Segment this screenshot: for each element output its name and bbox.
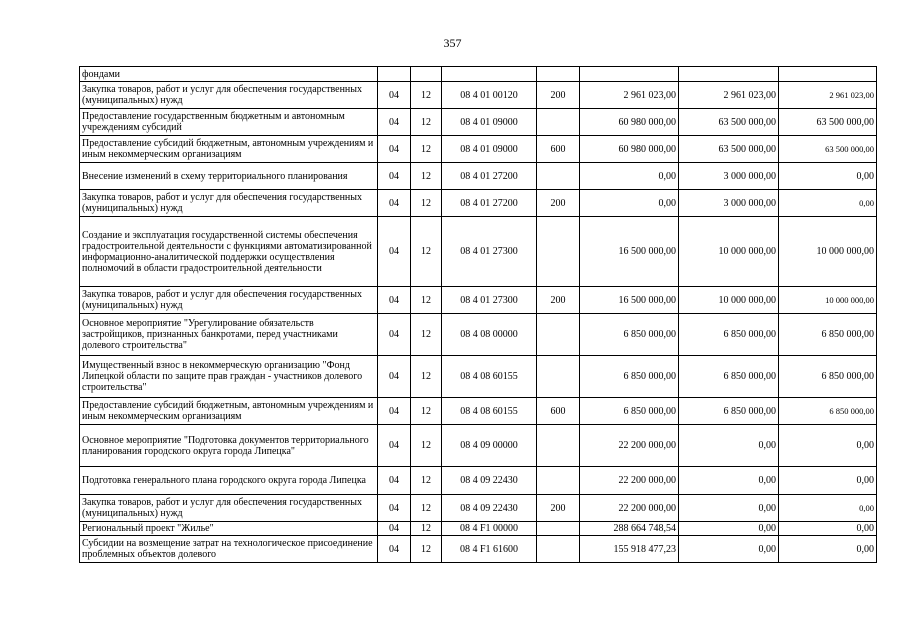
cell-expense-type: 200 bbox=[537, 190, 580, 217]
cell-amount-year-2: 6 850 000,00 bbox=[679, 314, 779, 356]
cell-amount-year-2: 63 500 000,00 bbox=[679, 109, 779, 136]
cell-amount-year-2: 10 000 000,00 bbox=[679, 287, 779, 314]
cell-amount-year-1: 0,00 bbox=[580, 190, 679, 217]
cell-name: Создание и эксплуатация государственной системы обеспечения градостроительной деятельности с функциями автоматизированной информационно-аналитической поддержки осуществления полномочий в области градостроительной деятельности bbox=[80, 217, 378, 287]
cell-amount-year-2: 2 961 023,00 bbox=[679, 82, 779, 109]
cell-subsection: 12 bbox=[411, 467, 442, 495]
cell-amount-year-2: 10 000 000,00 bbox=[679, 217, 779, 287]
cell-expense-type bbox=[537, 425, 580, 467]
cell-subsection: 12 bbox=[411, 425, 442, 467]
cell-amount-year-1: 60 980 000,00 bbox=[580, 109, 679, 136]
cell-amount-year-3: 2 961 023,00 bbox=[779, 82, 877, 109]
cell-subsection: 12 bbox=[411, 82, 442, 109]
cell-section: 04 bbox=[378, 522, 411, 536]
cell-amount-year-3: 6 850 000,00 bbox=[779, 398, 877, 425]
cell-amount-year-3: 10 000 000,00 bbox=[779, 287, 877, 314]
cell-name: Предоставление государственным бюджетным и автономным учреждениям субсидий bbox=[80, 109, 378, 136]
cell-amount-year-2: 6 850 000,00 bbox=[679, 398, 779, 425]
cell-expense-type: 200 bbox=[537, 82, 580, 109]
cell-section: 04 bbox=[378, 287, 411, 314]
cell-name: Подготовка генерального плана городского округа города Липецка bbox=[80, 467, 378, 495]
cell-amount-year-2: 3 000 000,00 bbox=[679, 190, 779, 217]
cell-amount-year-2: 0,00 bbox=[679, 467, 779, 495]
cell-amount-year-1: 288 664 748,54 bbox=[580, 522, 679, 536]
cell-name: фондами bbox=[80, 67, 378, 82]
cell-expense-type: 200 bbox=[537, 287, 580, 314]
table-row bbox=[80, 522, 877, 536]
cell-section: 04 bbox=[378, 217, 411, 287]
cell-subsection: 12 bbox=[411, 314, 442, 356]
cell-section: 04 bbox=[378, 495, 411, 522]
cell-amount-year-1: 6 850 000,00 bbox=[580, 398, 679, 425]
cell-section: 04 bbox=[378, 109, 411, 136]
cell-target-article: 08 4 01 27200 bbox=[442, 163, 537, 190]
table-row bbox=[80, 163, 877, 190]
cell-expense-type bbox=[537, 67, 580, 82]
cell-subsection: 12 bbox=[411, 398, 442, 425]
cell-amount-year-2: 0,00 bbox=[679, 522, 779, 536]
cell-section: 04 bbox=[378, 356, 411, 398]
table-row bbox=[80, 82, 877, 109]
cell-amount-year-3: 6 850 000,00 bbox=[779, 314, 877, 356]
budget-table bbox=[79, 66, 877, 563]
cell-amount-year-1: 0,00 bbox=[580, 163, 679, 190]
cell-expense-type bbox=[537, 536, 580, 563]
cell-amount-year-3: 0,00 bbox=[779, 495, 877, 522]
cell-expense-type bbox=[537, 217, 580, 287]
cell-name: Закупка товаров, работ и услуг для обеспечения государственных (муниципальных) нужд bbox=[80, 190, 378, 217]
cell-amount-year-2: 0,00 bbox=[679, 495, 779, 522]
cell-amount-year-2: 63 500 000,00 bbox=[679, 136, 779, 163]
cell-amount-year-2: 0,00 bbox=[679, 536, 779, 563]
cell-expense-type bbox=[537, 109, 580, 136]
cell-amount-year-2: 0,00 bbox=[679, 425, 779, 467]
cell-name: Региональный проект "Жилье" bbox=[80, 522, 378, 536]
cell-subsection: 12 bbox=[411, 536, 442, 563]
cell-section: 04 bbox=[378, 536, 411, 563]
table-row bbox=[80, 190, 877, 217]
cell-name: Имущественный взнос в некоммерческую организацию "Фонд Липецкой области по защите прав граждан - участников долевого строительства" bbox=[80, 356, 378, 398]
table-row bbox=[80, 536, 877, 563]
cell-expense-type: 600 bbox=[537, 136, 580, 163]
cell-expense-type bbox=[537, 356, 580, 398]
cell-amount-year-3 bbox=[779, 67, 877, 82]
cell-target-article: 08 4 09 22430 bbox=[442, 495, 537, 522]
cell-amount-year-3: 0,00 bbox=[779, 163, 877, 190]
cell-section: 04 bbox=[378, 82, 411, 109]
cell-amount-year-1: 6 850 000,00 bbox=[580, 314, 679, 356]
cell-name: Предоставление субсидий бюджетным, автономным учреждениям и иным некоммерческим организациям bbox=[80, 398, 378, 425]
cell-section: 04 bbox=[378, 425, 411, 467]
cell-amount-year-3: 0,00 bbox=[779, 425, 877, 467]
cell-amount-year-1: 2 961 023,00 bbox=[580, 82, 679, 109]
cell-amount-year-3: 10 000 000,00 bbox=[779, 217, 877, 287]
table-row bbox=[80, 495, 877, 522]
cell-amount-year-1: 22 200 000,00 bbox=[580, 425, 679, 467]
cell-expense-type bbox=[537, 163, 580, 190]
cell-subsection: 12 bbox=[411, 109, 442, 136]
cell-section: 04 bbox=[378, 190, 411, 217]
table-row bbox=[80, 314, 877, 356]
cell-expense-type: 200 bbox=[537, 495, 580, 522]
cell-subsection: 12 bbox=[411, 522, 442, 536]
cell-target-article: 08 4 01 27300 bbox=[442, 287, 537, 314]
cell-name: Закупка товаров, работ и услуг для обеспечения государственных (муниципальных) нужд bbox=[80, 495, 378, 522]
table-row bbox=[80, 217, 877, 287]
cell-target-article: 08 4 08 60155 bbox=[442, 356, 537, 398]
cell-target-article: 08 4 01 00120 bbox=[442, 82, 537, 109]
cell-name: Предоставление субсидий бюджетным, автономным учреждениям и иным некоммерческим организациям bbox=[80, 136, 378, 163]
page-number: 357 bbox=[443, 36, 462, 50]
cell-amount-year-3: 0,00 bbox=[779, 467, 877, 495]
cell-name: Основное мероприятие "Урегулирование обязательств застройщиков, признанных банкротами, перед участниками долевого строительства" bbox=[80, 314, 378, 356]
table-row bbox=[80, 356, 877, 398]
cell-section: 04 bbox=[378, 136, 411, 163]
cell-amount-year-3: 63 500 000,00 bbox=[779, 136, 877, 163]
cell-amount-year-3: 6 850 000,00 bbox=[779, 356, 877, 398]
table-row bbox=[80, 425, 877, 467]
cell-amount-year-3: 0,00 bbox=[779, 536, 877, 563]
cell-name: Основное мероприятие "Подготовка документов территориального планирования городского округа города Липецка" bbox=[80, 425, 378, 467]
cell-expense-type bbox=[537, 522, 580, 536]
cell-amount-year-1: 60 980 000,00 bbox=[580, 136, 679, 163]
cell-target-article: 08 4 08 00000 bbox=[442, 314, 537, 356]
cell-subsection: 12 bbox=[411, 190, 442, 217]
cell-amount-year-1: 22 200 000,00 bbox=[580, 495, 679, 522]
cell-amount-year-3: 63 500 000,00 bbox=[779, 109, 877, 136]
cell-amount-year-3: 0,00 bbox=[779, 190, 877, 217]
cell-section: 04 bbox=[378, 467, 411, 495]
cell-section: 04 bbox=[378, 314, 411, 356]
cell-amount-year-1 bbox=[580, 67, 679, 82]
table-row bbox=[80, 136, 877, 163]
cell-expense-type: 600 bbox=[537, 398, 580, 425]
cell-target-article: 08 4 01 27200 bbox=[442, 190, 537, 217]
cell-subsection: 12 bbox=[411, 495, 442, 522]
cell-target-article: 08 4 09 22430 bbox=[442, 467, 537, 495]
cell-target-article: 08 4 09 00000 bbox=[442, 425, 537, 467]
cell-name: Внесение изменений в схему территориального планирования bbox=[80, 163, 378, 190]
cell-section: 04 bbox=[378, 398, 411, 425]
cell-target-article: 08 4 01 09000 bbox=[442, 136, 537, 163]
budget-table-body bbox=[80, 67, 877, 563]
cell-name: Закупка товаров, работ и услуг для обеспечения государственных (муниципальных) нужд bbox=[80, 287, 378, 314]
cell-amount-year-2 bbox=[679, 67, 779, 82]
cell-amount-year-2: 6 850 000,00 bbox=[679, 356, 779, 398]
cell-section: 04 bbox=[378, 163, 411, 190]
cell-target-article: 08 4 F1 61600 bbox=[442, 536, 537, 563]
table-row bbox=[80, 109, 877, 136]
cell-amount-year-1: 155 918 477,23 bbox=[580, 536, 679, 563]
cell-target-article: 08 4 01 27300 bbox=[442, 217, 537, 287]
cell-subsection bbox=[411, 67, 442, 82]
cell-expense-type bbox=[537, 467, 580, 495]
cell-amount-year-1: 6 850 000,00 bbox=[580, 356, 679, 398]
cell-target-article: 08 4 F1 00000 bbox=[442, 522, 537, 536]
cell-section bbox=[378, 67, 411, 82]
cell-target-article: 08 4 08 60155 bbox=[442, 398, 537, 425]
cell-target-article bbox=[442, 67, 537, 82]
cell-amount-year-1: 22 200 000,00 bbox=[580, 467, 679, 495]
cell-expense-type bbox=[537, 314, 580, 356]
table-row bbox=[80, 287, 877, 314]
cell-subsection: 12 bbox=[411, 217, 442, 287]
cell-target-article: 08 4 01 09000 bbox=[442, 109, 537, 136]
cell-subsection: 12 bbox=[411, 356, 442, 398]
cell-amount-year-2: 3 000 000,00 bbox=[679, 163, 779, 190]
table-row bbox=[80, 467, 877, 495]
cell-amount-year-3: 0,00 bbox=[779, 522, 877, 536]
cell-name: Субсидии на возмещение затрат на технологическое присоединение проблемных объектов долевого bbox=[80, 536, 378, 563]
cell-subsection: 12 bbox=[411, 163, 442, 190]
table-row bbox=[80, 398, 877, 425]
cell-name: Закупка товаров, работ и услуг для обеспечения государственных (муниципальных) нужд bbox=[80, 82, 378, 109]
cell-amount-year-1: 16 500 000,00 bbox=[580, 217, 679, 287]
cell-subsection: 12 bbox=[411, 287, 442, 314]
table-row bbox=[80, 67, 877, 82]
cell-amount-year-1: 16 500 000,00 bbox=[580, 287, 679, 314]
cell-subsection: 12 bbox=[411, 136, 442, 163]
